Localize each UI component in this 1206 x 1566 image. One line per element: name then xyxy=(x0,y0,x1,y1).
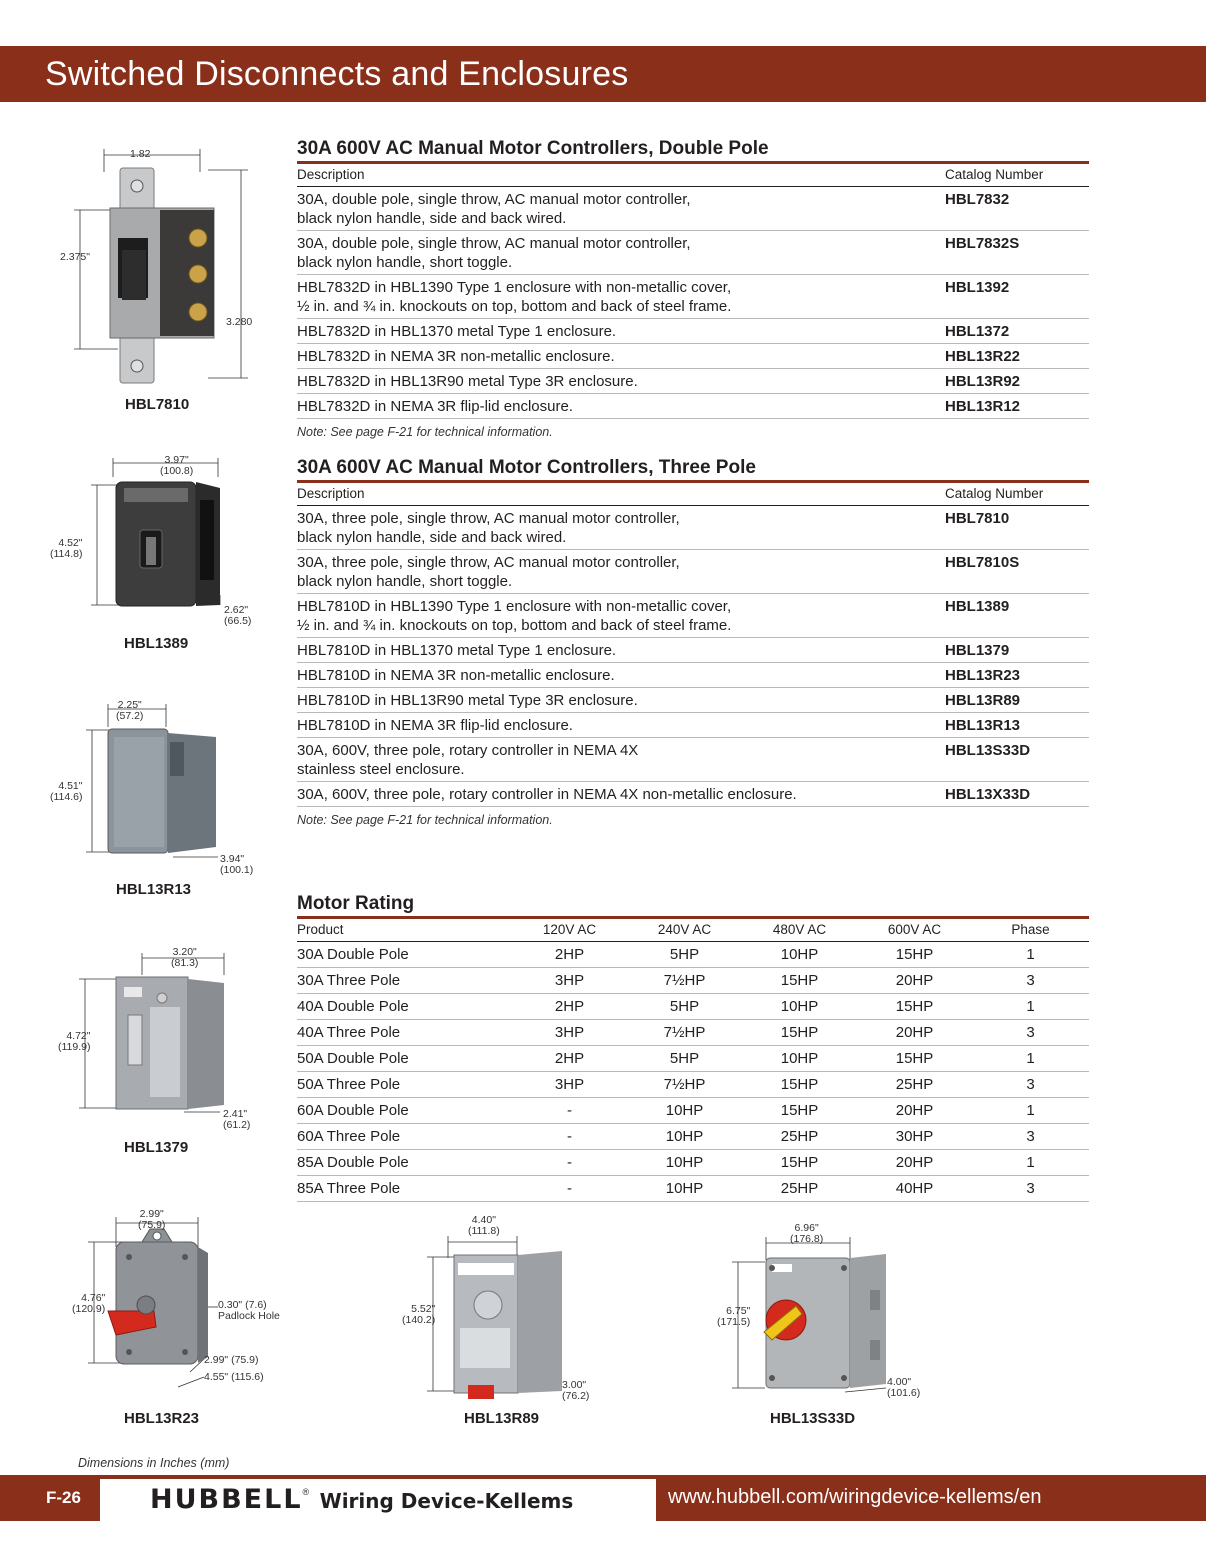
description-line-2: stainless steel enclosure. xyxy=(297,760,465,778)
page-number: F-26 xyxy=(46,1488,81,1507)
table-row xyxy=(297,1071,1089,1097)
brand xyxy=(150,1484,573,1515)
hbl13s33d-height: 6.75" (171.5) xyxy=(717,1305,751,1328)
table-row xyxy=(297,1175,1089,1201)
motor-rating-cell: 3HP xyxy=(512,967,627,993)
motor-rating-table xyxy=(297,919,1089,1202)
motor-rating-cell: 25HP xyxy=(742,1175,857,1201)
motor-rating-cell: 15HP xyxy=(742,1071,857,1097)
row-catalog-number: HBL13R92 xyxy=(945,368,1089,393)
row-description xyxy=(297,549,945,593)
row-description xyxy=(297,737,945,781)
row-description xyxy=(297,274,945,318)
motor-rating-cell: 15HP xyxy=(742,1019,857,1045)
table-row xyxy=(297,712,1089,737)
description-line-1: HBL7832D in NEMA 3R flip-lid enclosure. xyxy=(297,397,573,415)
footer-url[interactable]: www.hubbell.com/wiringdevice-kellems/en xyxy=(668,1486,1042,1508)
three-pole-title: 30A 600V AC Manual Motor Controllers, Three Pole xyxy=(297,457,756,478)
description-line-1: 30A, 600V, three pole, rotary controller in NEMA 4X non-metallic enclosure. xyxy=(297,785,797,803)
row-description xyxy=(297,368,945,393)
description-line-1: HBL7810D in NEMA 3R non-metallic enclosure. xyxy=(297,666,615,684)
motor-product: 40A Three Pole xyxy=(297,1019,512,1045)
motor-product: 85A Double Pole xyxy=(297,1149,512,1175)
motor-rating-cell: 3 xyxy=(972,1123,1089,1149)
three-pole-section xyxy=(297,457,1089,827)
motor-rating-cell: 15HP xyxy=(742,1149,857,1175)
motor-rating-cell: 1 xyxy=(972,993,1089,1019)
table-row xyxy=(297,1097,1089,1123)
table-row xyxy=(297,967,1089,993)
hbl7810-image xyxy=(58,140,268,390)
hbl7810-width: 1.82 xyxy=(130,148,151,160)
description-line-1: 30A, double pole, single throw, AC manual motor controller, xyxy=(297,234,691,252)
col-catalog-number: Catalog Number xyxy=(945,164,1089,186)
table-row xyxy=(297,343,1089,368)
row-catalog-number: HBL1389 xyxy=(945,593,1089,637)
row-description xyxy=(297,687,945,712)
hbl13r23-height: 4.76" (120.9) xyxy=(72,1292,106,1315)
hubbell-logo: HUBBELL xyxy=(150,1484,303,1515)
motor-rating-cell: - xyxy=(512,1175,627,1201)
row-catalog-number: HBL1379 xyxy=(945,637,1089,662)
double-pole-title: 30A 600V AC Manual Motor Controllers, Double Pole xyxy=(297,138,769,159)
table-row xyxy=(297,687,1089,712)
motor-rating-section xyxy=(297,893,1089,1202)
hbl1379-width: 3.20" (81.3) xyxy=(171,946,199,969)
description-line-1: 30A, 600V, three pole, rotary controller in NEMA 4X xyxy=(297,741,639,759)
hbl13r89-width: 4.40" (111.8) xyxy=(468,1214,500,1237)
table-row xyxy=(297,393,1089,418)
description-line-1: HBL7832D in NEMA 3R non-metallic enclosure. xyxy=(297,347,615,365)
product-hbl1379 xyxy=(58,945,270,1155)
table-row xyxy=(297,1045,1089,1071)
motor-rating-cell: 5HP xyxy=(627,1045,742,1071)
row-catalog-number: HBL7832 xyxy=(945,186,1089,230)
motor-product: 30A Double Pole xyxy=(297,941,512,967)
hbl1389-depth: 2.62" (66.5) xyxy=(224,604,252,627)
description-line-2: black nylon handle, side and back wired. xyxy=(297,528,567,546)
description-line-1: HBL7810D in HBL1370 metal Type 1 enclosure. xyxy=(297,641,617,659)
row-catalog-number: HBL7810S xyxy=(945,549,1089,593)
hbl1379-height: 4.72" (119.9) xyxy=(58,1030,91,1053)
table-row xyxy=(297,318,1089,343)
motor-rating-cell: 3 xyxy=(972,1071,1089,1097)
url-box xyxy=(656,1475,1206,1521)
description-line-2: black nylon handle, side and back wired. xyxy=(297,209,567,227)
double-pole-table xyxy=(297,164,1089,419)
product-hbl13r89 xyxy=(400,1213,610,1428)
product-hbl7810 xyxy=(58,140,268,420)
motor-rating-cell: 2HP xyxy=(512,1045,627,1071)
description-line-2: black nylon handle, short toggle. xyxy=(297,572,513,590)
motor-rating-cell: 15HP xyxy=(857,993,972,1019)
table-row xyxy=(297,637,1089,662)
table-row xyxy=(297,230,1089,274)
table-row xyxy=(297,274,1089,318)
table-row xyxy=(297,186,1089,230)
hbl13s33d-width: 6.96" (176.8) xyxy=(790,1222,824,1245)
motor-rating-cell: 1 xyxy=(972,1045,1089,1071)
motor-col-header: Product xyxy=(297,919,512,941)
motor-rating-cell: 1 xyxy=(972,1149,1089,1175)
row-catalog-number: HBL13R13 xyxy=(945,712,1089,737)
hbl13r13-label: HBL13R13 xyxy=(116,881,192,898)
motor-rating-cell: 2HP xyxy=(512,993,627,1019)
double-pole-note: Note: See page F-21 for technical information. xyxy=(297,424,553,439)
motor-rating-cell: - xyxy=(512,1123,627,1149)
table-row xyxy=(297,662,1089,687)
motor-rating-cell: 20HP xyxy=(857,1097,972,1123)
dimensions-note: Dimensions in Inches (mm) xyxy=(78,1456,230,1470)
motor-col-header: 600V AC xyxy=(857,919,972,941)
motor-rating-cell: 10HP xyxy=(627,1175,742,1201)
hbl1379-depth: 2.41" (61.2) xyxy=(223,1108,251,1131)
motor-rating-cell: 20HP xyxy=(857,1019,972,1045)
description-line-1: HBL7832D in HBL1390 Type 1 enclosure with non-metallic cover, xyxy=(297,278,732,296)
hbl13r13-image xyxy=(50,697,270,877)
motor-rating-cell: 10HP xyxy=(627,1149,742,1175)
description-line-1: HBL7832D in HBL1370 metal Type 1 enclosure. xyxy=(297,322,617,340)
description-line-1: 30A, three pole, single throw, AC manual motor controller, xyxy=(297,509,680,527)
hbl1389-label: HBL1389 xyxy=(124,635,189,652)
page-number-box xyxy=(0,1475,100,1521)
motor-rating-cell: 15HP xyxy=(742,1097,857,1123)
motor-rating-cell: 10HP xyxy=(627,1097,742,1123)
row-catalog-number: HBL7832S xyxy=(945,230,1089,274)
hbl13s33d-depth: 4.00" (101.6) xyxy=(887,1376,921,1399)
motor-rating-cell: 5HP xyxy=(627,993,742,1019)
row-catalog-number: HBL1372 xyxy=(945,318,1089,343)
hbl1389-width: 3.97" (100.8) xyxy=(160,454,194,477)
motor-rating-cell: 25HP xyxy=(857,1071,972,1097)
motor-rating-cell: 10HP xyxy=(742,941,857,967)
title-bar xyxy=(0,46,1206,102)
motor-rating-cell: 20HP xyxy=(857,967,972,993)
product-hbl13r23 xyxy=(58,1207,298,1427)
table-row xyxy=(297,941,1089,967)
row-description xyxy=(297,230,945,274)
motor-product: 85A Three Pole xyxy=(297,1175,512,1201)
registered-mark: ® xyxy=(302,1487,310,1497)
row-description xyxy=(297,393,945,418)
motor-rating-cell: 7½HP xyxy=(627,1019,742,1045)
motor-product: 60A Three Pole xyxy=(297,1123,512,1149)
double-pole-section xyxy=(297,138,1089,439)
hbl13s33d-label: HBL13S33D xyxy=(770,1410,856,1427)
description-line-1: 30A, three pole, single throw, AC manual motor controller, xyxy=(297,553,680,571)
motor-rating-cell: 40HP xyxy=(857,1175,972,1201)
hbl13r23-padlock: 0.30" (7.6) Padlock Hole xyxy=(218,1299,280,1322)
motor-rating-cell: 3 xyxy=(972,1019,1089,1045)
row-description xyxy=(297,343,945,368)
row-catalog-number: HBL13S33D xyxy=(945,737,1089,781)
motor-col-header: 480V AC xyxy=(742,919,857,941)
motor-rating-cell: 1 xyxy=(972,941,1089,967)
hbl13r23-width: 2.99" (75.9) xyxy=(138,1208,166,1231)
hbl13r23-depth-2: 4.55" (115.6) xyxy=(204,1371,264,1383)
row-catalog-number: HBL13R89 xyxy=(945,687,1089,712)
row-description xyxy=(297,593,945,637)
motor-product: 50A Three Pole xyxy=(297,1071,512,1097)
motor-rating-cell: 10HP xyxy=(742,1045,857,1071)
table-row xyxy=(297,1019,1089,1045)
division-name: Wiring Device-Kellems xyxy=(319,1489,574,1513)
description-line-2: ½ in. and ¾ in. knockouts on top, bottom and back of steel frame. xyxy=(297,297,732,315)
hbl13r23-label: HBL13R23 xyxy=(124,1410,200,1427)
table-row xyxy=(297,781,1089,806)
page-title: Switched Disconnects and Enclosures xyxy=(45,55,629,93)
description-line-1: HBL7810D in HBL13R90 metal Type 3R enclosure. xyxy=(297,691,638,709)
hbl13r23-depth-1: 2.99" (75.9) xyxy=(204,1354,259,1366)
motor-col-header: Phase xyxy=(972,919,1089,941)
motor-rating-cell: 20HP xyxy=(857,1149,972,1175)
motor-rating-cell: 7½HP xyxy=(627,967,742,993)
hbl13r89-depth: 3.00" (76.2) xyxy=(562,1379,590,1402)
motor-rating-cell: 15HP xyxy=(857,1045,972,1071)
row-description xyxy=(297,781,945,806)
row-description xyxy=(297,186,945,230)
row-description xyxy=(297,318,945,343)
row-catalog-number: HBL13R22 xyxy=(945,343,1089,368)
description-line-1: HBL7810D in HBL1390 Type 1 enclosure with non-metallic cover, xyxy=(297,597,732,615)
row-description xyxy=(297,637,945,662)
motor-rating-cell: 7½HP xyxy=(627,1071,742,1097)
table-row xyxy=(297,993,1089,1019)
product-hbl13s33d xyxy=(710,1220,940,1430)
hbl7810-height-1: 2.375" xyxy=(60,251,91,263)
motor-rating-cell: 10HP xyxy=(627,1123,742,1149)
motor-rating-cell: 1 xyxy=(972,1097,1089,1123)
motor-col-header: 120V AC xyxy=(512,919,627,941)
table-row xyxy=(297,1149,1089,1175)
col-description: Description xyxy=(297,483,945,505)
table-row xyxy=(297,368,1089,393)
motor-rating-cell: 10HP xyxy=(742,993,857,1019)
table-row xyxy=(297,1123,1089,1149)
hbl13r13-depth: 3.94" (100.1) xyxy=(220,853,254,876)
motor-rating-cell: 15HP xyxy=(742,967,857,993)
col-description: Description xyxy=(297,164,945,186)
description-line-2: black nylon handle, short toggle. xyxy=(297,253,513,271)
table-row xyxy=(297,549,1089,593)
description-line-1: HBL7810D in NEMA 3R flip-lid enclosure. xyxy=(297,716,573,734)
hbl7810-height-2: 3.280 xyxy=(226,316,253,328)
hbl13r89-label: HBL13R89 xyxy=(464,1410,540,1427)
row-description xyxy=(297,662,945,687)
hbl13r13-height: 4.51" (114.6) xyxy=(50,780,83,803)
product-hbl13r13 xyxy=(50,697,270,902)
motor-rating-cell: 5HP xyxy=(627,941,742,967)
row-description xyxy=(297,505,945,549)
motor-rating-cell: - xyxy=(512,1097,627,1123)
row-catalog-number: HBL13X33D xyxy=(945,781,1089,806)
description-line-2: ½ in. and ¾ in. knockouts on top, bottom and back of steel frame. xyxy=(297,616,732,634)
table-row xyxy=(297,505,1089,549)
motor-rating-cell: 30HP xyxy=(857,1123,972,1149)
motor-rating-cell: 3 xyxy=(972,967,1089,993)
motor-product: 40A Double Pole xyxy=(297,993,512,1019)
hbl13r89-height: 5.52" (140.2) xyxy=(402,1303,436,1326)
motor-rating-cell: - xyxy=(512,1149,627,1175)
table-row xyxy=(297,593,1089,637)
motor-product: 60A Double Pole xyxy=(297,1097,512,1123)
row-catalog-number: HBL13R23 xyxy=(945,662,1089,687)
row-catalog-number: HBL7810 xyxy=(945,505,1089,549)
col-catalog-number: Catalog Number xyxy=(945,483,1089,505)
motor-rating-cell: 25HP xyxy=(742,1123,857,1149)
motor-product: 30A Three Pole xyxy=(297,967,512,993)
motor-rating-cell: 3HP xyxy=(512,1071,627,1097)
description-line-1: HBL7832D in HBL13R90 metal Type 3R enclosure. xyxy=(297,372,638,390)
hbl1379-label: HBL1379 xyxy=(124,1139,189,1156)
motor-rating-cell: 15HP xyxy=(857,941,972,967)
motor-rating-title: Motor Rating xyxy=(297,893,415,914)
row-catalog-number: HBL1392 xyxy=(945,274,1089,318)
hbl13r13-width: 2.25" (57.2) xyxy=(116,699,144,722)
motor-rating-cell: 3 xyxy=(972,1175,1089,1201)
motor-rating-cell: 2HP xyxy=(512,941,627,967)
three-pole-note: Note: See page F-21 for technical information. xyxy=(297,812,553,827)
three-pole-table xyxy=(297,483,1089,807)
row-catalog-number: HBL13R12 xyxy=(945,393,1089,418)
product-hbl1389 xyxy=(50,455,270,655)
hbl7810-label: HBL7810 xyxy=(125,396,190,413)
description-line-1: 30A, double pole, single throw, AC manual motor controller, xyxy=(297,190,691,208)
motor-col-header: 240V AC xyxy=(627,919,742,941)
motor-product: 50A Double Pole xyxy=(297,1045,512,1071)
table-row xyxy=(297,737,1089,781)
hbl1389-height: 4.52" (114.8) xyxy=(50,537,83,560)
motor-rating-cell: 3HP xyxy=(512,1019,627,1045)
row-description xyxy=(297,712,945,737)
